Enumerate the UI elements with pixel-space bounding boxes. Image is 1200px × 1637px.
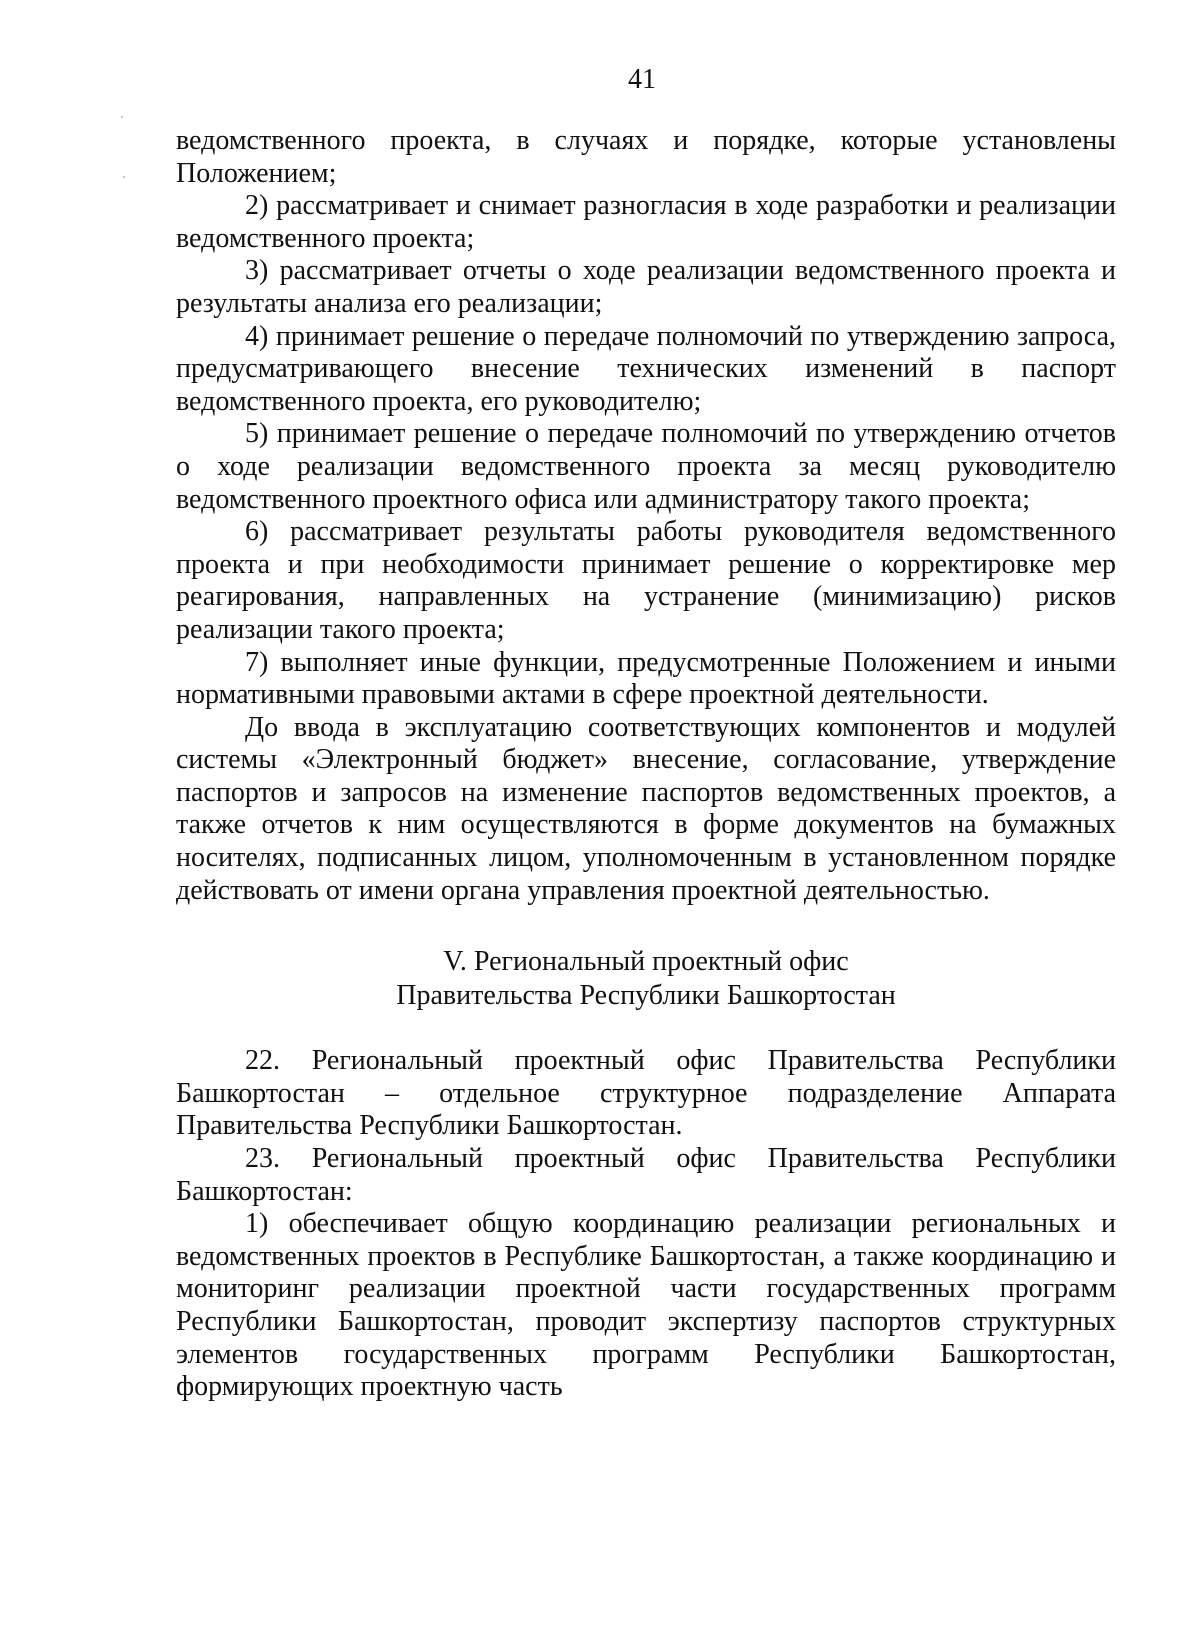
scan-speck [123,176,125,178]
paragraph: ведомственного проекта, в случаях и порядке, которые установлены Положением; [176,125,1116,189]
paragraph: До ввода в эксплуатацию соответствующих компонентов и модулей системы «Электронный бюджет» внесение, согласование, утверждение паспортов и запросов на изменение паспортов ведомственных проектов, а также отчетов к ним осуществляются в форме документов на бумажных носителях, подписанных лицом, уполномоченным в установленном порядке действовать от имени органа управления проектной деятельностью. [176,711,1116,906]
paragraph: 1) обеспечивает общую координацию реализации региональных и ведомственных проектов в Республике Башкортостан, а также координацию и мониторинг реализации проектной части государственных программ Республики Башкортостан, проводит экспертизу паспортов структурных элементов государственных программ Республики Башкортостан, формирующих проектную часть [176,1208,1116,1403]
paragraph: 23. Региональный проектный офис Правительства Республики Башкортостан: [176,1143,1116,1207]
paragraph: 5) принимает решение о передаче полномочий по утверждению отчетов о ходе реализации ведомственного проекта за месяц руководителю ведомственного проектного офиса или администратору такого проекта; [176,418,1116,515]
paragraph: 7) выполняет иные функции, предусмотренные Положением и иными нормативными правовыми актами в сфере проектной деятельности. [176,646,1116,711]
page-number: 41 [628,64,656,95]
paragraph: 3) рассматривает отчеты о ходе реализации ведомственного проекта и результаты анализа его реализации; [176,255,1116,319]
paragraph: 22. Региональный проектный офис Правительства Республики Башкортостан – отдельное структурное подразделение Аппарата Правительства Республики Башкортостан. [176,1045,1116,1142]
document-body [176,125,1116,1404]
section-heading-line: V. Региональный проектный офис [443,946,849,978]
scan-speck [121,116,123,118]
section-heading [176,945,1116,1013]
paragraph: 2) рассматривает и снимает разногласия в ходе разработки и реализации ведомственного проекта; [176,190,1116,254]
section-heading-line: Правительства Республики Башкортостан [396,980,896,1012]
paragraph: 4) принимает решение о передаче полномочий по утверждению запроса, предусматривающего внесение технических изменений в паспорт ведомственного проекта, его руководителю; [176,320,1116,417]
paragraph: 6) рассматривает результаты работы руководителя ведомственного проекта и при необходимости принимает решение о корректировке мер реагирования, направленных на устранение (минимизацию) рисков реализации такого проекта; [176,516,1116,645]
